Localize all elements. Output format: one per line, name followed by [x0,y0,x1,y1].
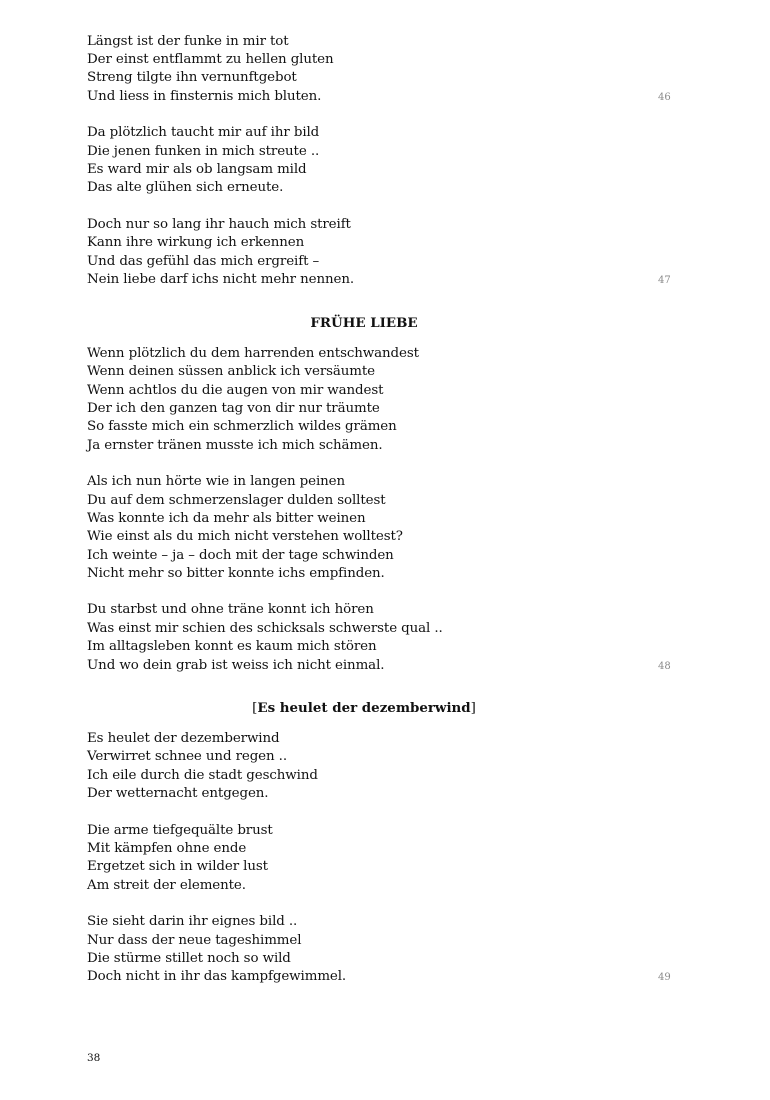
verse-line: Kann ihre wirkung ich erkennen [87,235,305,250]
verse-line: Am streit der elemente. [87,878,246,893]
verse-line: Und das gefühl das mich ergreift – [87,254,320,269]
verse-line: Wenn plötzlich du dem harrenden entschwandest [87,346,419,361]
verse-line: Im alltagsleben konnt es kaum mich stören [87,639,377,654]
verse-line: Und wo dein grab ist weiss ich nicht einmal. [87,658,385,673]
verse-line: Was konnte ich da mehr als bitter weinen [87,511,366,526]
verse-line: Doch nicht in ihr das kampfgewimmel. [87,969,347,984]
verse-line: Du starbst und ohne träne konnt ich hören [87,602,374,617]
verse-line: Da plötzlich taucht mir auf ihr bild [87,125,320,140]
verse-line: Wenn deinen süssen anblick ich versäumte [87,364,376,379]
verse-line: Längst ist der funke in mir tot [87,34,289,49]
poem-title [0,699,728,718]
verse-line: Die arme tiefgequälte brust [87,823,273,838]
verse-line: Es ward mir als ob langsam mild [87,162,307,177]
verse-line: So fasste mich ein schmerzlich wildes grämen [87,419,397,434]
verse-line: Die stürme stillet noch so wild [87,951,291,966]
verse-line: Das alte glühen sich erneute. [87,180,284,195]
verse-line: Der einst entflammt zu hellen gluten [87,52,334,67]
margin-number: 47 [658,275,671,286]
verse-line: Wie einst als du mich nicht verstehen wolltest? [87,529,403,544]
verse-line: Wenn achtlos du die augen von mir wandest [87,383,384,398]
verse-line: Die jenen funken in mich streute .. [87,144,320,159]
verse-line: Ich eile durch die stadt geschwind [87,768,318,783]
poem-title: FRÜHE LIEBE [310,315,418,331]
verse-line: Ich weinte – ja – doch mit der tage schwinden [87,548,394,563]
margin-number: 48 [658,661,671,672]
verse-line: Es heulet der dezemberwind [87,731,280,746]
margin-number: 46 [658,92,671,103]
poem-title-text: Es heulet der dezemberwind [257,700,471,716]
verse-line: Nein liebe darf ichs nicht mehr nennen. [87,272,355,287]
verse-line: Was einst mir schien des schicksals schwerste qual .. [87,621,443,636]
verse-line: Verwirret schnee und regen .. [87,749,287,764]
verse-line: Als ich nun hörte wie in langen peinen [87,474,346,489]
verse-line: Doch nur so lang ihr hauch mich streift [87,217,351,232]
verse-line: Mit kämpfen ohne ende [87,841,247,856]
verse-line: Der ich den ganzen tag von dir nur träumte [87,401,380,416]
bracket-open: [ [252,701,258,716]
verse-line: Nur dass der neue tageshimmel [87,933,302,948]
verse-line: Und liess in finsternis mich bluten. [87,89,322,104]
verse-line: Der wetternacht entgegen. [87,786,269,801]
margin-number: 49 [658,972,671,983]
verse-line: Streng tilgte ihn vernunftgebot [87,70,297,85]
verse-line: Du auf dem schmerzenslager dulden solltest [87,493,386,508]
verse-line: Ja ernster tränen musste ich mich schämen. [87,438,383,453]
verse-line: Ergetzet sich in wilder lust [87,859,268,874]
bracket-close: ] [470,701,476,716]
verse-line: Sie sieht darin ihr eignes bild .. [87,914,298,929]
verse-line: Nicht mehr so bitter konnte ichs empfinden. [87,566,385,581]
page-number: 38 [87,1052,101,1064]
